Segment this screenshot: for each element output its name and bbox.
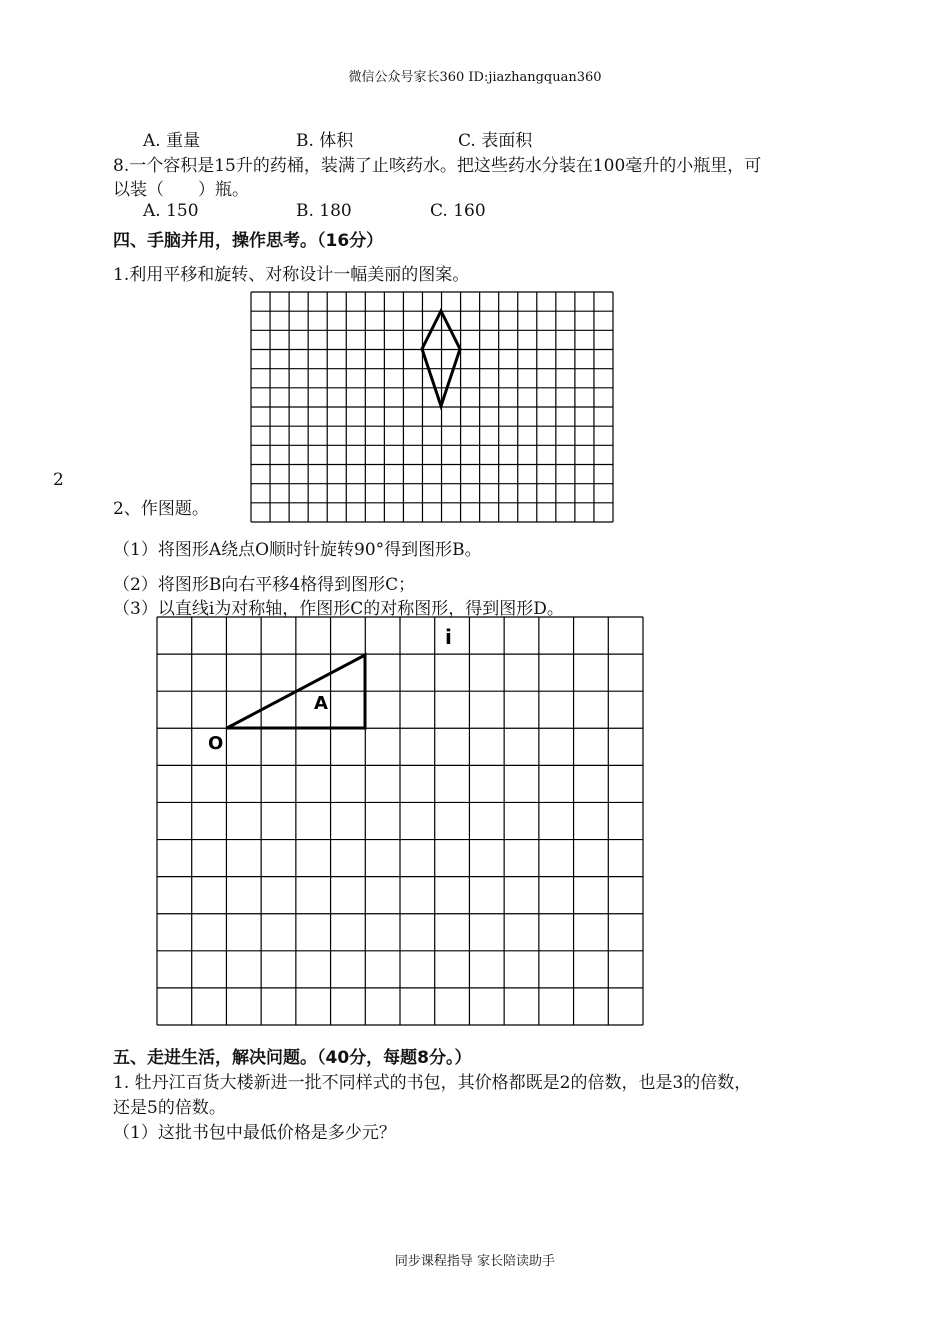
section4-title: 四、手脑并用，操作思考。（16分）: [113, 231, 384, 251]
q7-option-a: A. 重量: [143, 131, 201, 151]
q8-option-a: A. 150: [143, 201, 199, 221]
margin-page-number: 2: [53, 470, 64, 490]
shape-label-a: A: [314, 693, 328, 714]
q8-line1: 8.一个容积是15升的药桶，装满了止咳药水。把这些药水分装在100毫升的小瓶里，可: [113, 156, 762, 176]
section5-title: 五、走进生活，解决问题。（40分，每题8分。）: [113, 1048, 472, 1068]
q2-step-3: （3）以直线i为对称轴，作图形C的对称图形，得到图形D。: [113, 599, 564, 619]
section5-q1-line1: 1. 牡丹江百货大楼新进一批不同样式的书包，其价格都既是2的倍数，也是3的倍数，: [113, 1073, 752, 1093]
section5-q1-line2: 还是5的倍数。: [113, 1098, 226, 1118]
drawing-grid-lines: [157, 617, 643, 1025]
point-label-o: O: [208, 733, 224, 754]
q8-option-c: C. 160: [430, 201, 486, 221]
q8-line2: 以装（ ）瓶。: [113, 180, 249, 200]
section5-q1-sub1: （1）这批书包中最低价格是多少元？: [113, 1123, 396, 1143]
axis-label-i: i: [445, 625, 452, 649]
section4-q1: 1.利用平移和旋转、对称设计一幅美丽的图案。: [113, 265, 470, 285]
drawing-grid: [157, 617, 643, 1025]
q7-option-c: C. 表面积: [458, 131, 533, 151]
design-grid: [251, 292, 613, 522]
q2-step-1: （1）将图形A绕点O顺时针旋转90°得到图形B。: [113, 540, 482, 560]
page-header: 微信公众号家长360 ID:jiazhangquan360: [348, 70, 602, 85]
q2-step-2: （2）将图形B向右平移4格得到图形C；: [113, 575, 416, 595]
q8-option-b: B. 180: [296, 201, 352, 221]
page-footer: 同步课程指导 家长陪读助手: [394, 1254, 556, 1269]
q7-option-b: B. 体积: [296, 131, 354, 151]
section4-q2-title: 2、作图题。: [113, 499, 209, 519]
